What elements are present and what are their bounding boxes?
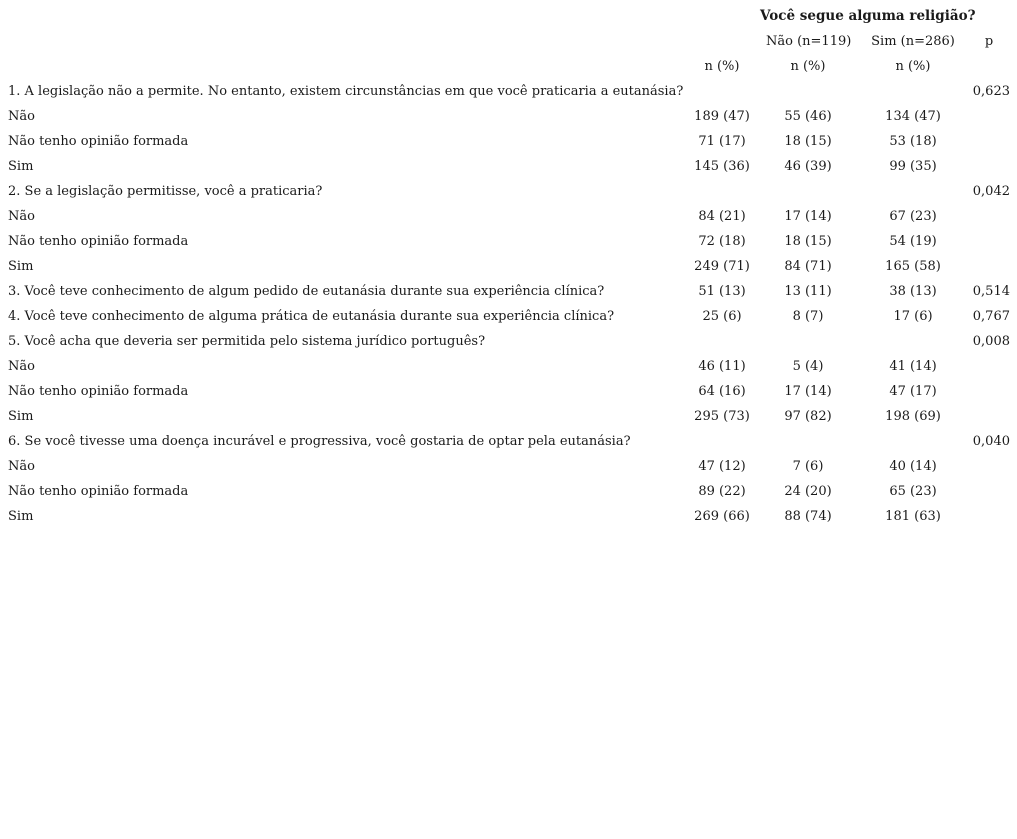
cell-p-value: 0,042 (972, 184, 1010, 199)
row-label: Sim (8, 259, 34, 274)
cell-total: 64 (16) (698, 384, 746, 399)
cell-p-value (966, 204, 1010, 229)
row-label: 5. Você acha que deveria ser permitida pelo sistema jurídico português? (8, 334, 486, 349)
cell-sim: 65 (23) (889, 484, 937, 499)
answer-row (0, 404, 1017, 429)
col-header-nao: Não (n=119) (766, 34, 852, 49)
answer-row (0, 104, 1017, 129)
question-row (0, 79, 1017, 104)
cell-p-value: 0,514 (972, 284, 1010, 299)
cell-p-value (966, 129, 1010, 154)
cell-total: 145 (36) (694, 159, 750, 174)
cell-sim: 67 (23) (889, 209, 937, 224)
cell-sim: 41 (14) (889, 359, 937, 374)
cell-nao: 13 (11) (784, 284, 832, 299)
cell-sim (860, 429, 966, 454)
answer-row (0, 229, 1017, 254)
row-label: Sim (8, 509, 34, 524)
cell-total: 269 (66) (694, 509, 750, 524)
answer-row (0, 454, 1017, 479)
cell-p-value (966, 404, 1010, 429)
cell-total: 51 (13) (698, 284, 746, 299)
unit-header-total: n (%) (704, 59, 740, 74)
cell-sim: 40 (14) (889, 459, 937, 474)
answer-row (0, 479, 1017, 504)
cell-p-value (966, 354, 1010, 379)
cell-nao: 88 (74) (784, 509, 832, 524)
cell-sim: 99 (35) (889, 159, 937, 174)
unit-header-row (0, 54, 1017, 79)
cell-p-value (966, 379, 1010, 404)
row-label: 2. Se a legislação permitisse, você a praticaria? (8, 184, 323, 199)
answer-row (0, 154, 1017, 179)
cell-p-value: 0,767 (972, 309, 1010, 324)
cell-total: 47 (12) (698, 459, 746, 474)
row-label: Não (8, 459, 35, 474)
cell-p-value (966, 479, 1010, 504)
cell-nao: 46 (39) (784, 159, 832, 174)
question-row (0, 304, 1017, 329)
row-label: Não (8, 109, 35, 124)
row-label: Não tenho opinião formada (8, 384, 189, 399)
cell-sim: 198 (69) (885, 409, 941, 424)
cell-total: 189 (47) (694, 109, 750, 124)
cell-nao (766, 329, 850, 354)
cell-sim (860, 329, 966, 354)
cell-p-value: 0,008 (972, 334, 1010, 349)
cell-total: 25 (6) (702, 309, 742, 324)
answer-row (0, 129, 1017, 154)
cell-total (680, 329, 764, 354)
cell-p-value (966, 104, 1010, 129)
cell-nao: 17 (14) (784, 209, 832, 224)
cell-total: 249 (71) (694, 259, 750, 274)
cell-sim: 54 (19) (889, 234, 937, 249)
cell-sim: 181 (63) (885, 509, 941, 524)
cell-total: 72 (18) (698, 234, 746, 249)
cell-sim: 38 (13) (889, 284, 937, 299)
row-label: Sim (8, 159, 34, 174)
group-header-row (0, 29, 1017, 54)
cell-nao (766, 179, 850, 204)
cell-nao (766, 429, 850, 454)
unit-header-sim: n (%) (895, 59, 931, 74)
cell-nao: 24 (20) (784, 484, 832, 499)
cell-total: 89 (22) (698, 484, 746, 499)
cell-p-value (966, 229, 1010, 254)
cell-total: 71 (17) (698, 134, 746, 149)
row-label: 3. Você teve conhecimento de algum pedido de eutanásia durante sua experiência clínica? (8, 284, 605, 299)
answer-row (0, 504, 1017, 529)
cell-p-value: 0,040 (972, 434, 1010, 449)
cell-total: 46 (11) (698, 359, 746, 374)
cell-p-value (966, 154, 1010, 179)
row-label: Sim (8, 409, 34, 424)
unit-header-nao: n (%) (790, 59, 826, 74)
answer-row (0, 354, 1017, 379)
cell-nao: 84 (71) (784, 259, 832, 274)
cell-nao: 7 (6) (792, 459, 824, 474)
col-header-sim: Sim (n=286) (871, 34, 955, 49)
cell-nao: 18 (15) (784, 134, 832, 149)
cell-total (680, 79, 764, 104)
cell-sim: 53 (18) (889, 134, 937, 149)
cell-sim: 17 (6) (893, 309, 933, 324)
cell-nao: 5 (4) (792, 359, 824, 374)
cell-nao: 18 (15) (784, 234, 832, 249)
cell-sim: 47 (17) (889, 384, 937, 399)
row-label: 1. A legislação não a permite. No entanto, existem circunstâncias em que você praticaria a eutanásia? (8, 84, 684, 99)
row-label: Não (8, 359, 35, 374)
table-title-row (0, 4, 1017, 29)
row-label: 4. Você teve conhecimento de alguma prática de eutanásia durante sua experiência clínica? (8, 309, 615, 324)
cell-nao (766, 79, 850, 104)
col-header-p: p (984, 34, 994, 49)
cell-p-value (966, 454, 1010, 479)
question-row (0, 279, 1017, 304)
table-body (0, 79, 1017, 529)
table-title: Você segue alguma religião? (760, 8, 976, 24)
cell-total: 295 (73) (694, 409, 750, 424)
cell-nao: 17 (14) (784, 384, 832, 399)
answer-row (0, 379, 1017, 404)
row-label: Não (8, 209, 35, 224)
cell-p-value (966, 254, 1010, 279)
cell-p-value: 0,623 (972, 84, 1010, 99)
cell-total: 84 (21) (698, 209, 746, 224)
row-label: 6. Se você tivesse uma doença incurável e progressiva, você gostaria de optar pela eutanásia? (8, 434, 631, 449)
cell-nao: 97 (82) (784, 409, 832, 424)
row-label: Não tenho opinião formada (8, 484, 189, 499)
cell-p-value (966, 504, 1010, 529)
cell-sim (860, 179, 966, 204)
row-label: Não tenho opinião formada (8, 134, 189, 149)
cell-sim (860, 79, 966, 104)
question-row (0, 179, 1017, 204)
cell-total (680, 429, 764, 454)
answer-row (0, 254, 1017, 279)
cell-sim: 165 (58) (885, 259, 941, 274)
cell-nao: 55 (46) (784, 109, 832, 124)
answer-row (0, 204, 1017, 229)
question-row (0, 429, 1017, 454)
question-row (0, 329, 1017, 354)
cell-sim: 134 (47) (885, 109, 941, 124)
row-label: Não tenho opinião formada (8, 234, 189, 249)
cell-total (680, 179, 764, 204)
cell-nao: 8 (7) (792, 309, 824, 324)
